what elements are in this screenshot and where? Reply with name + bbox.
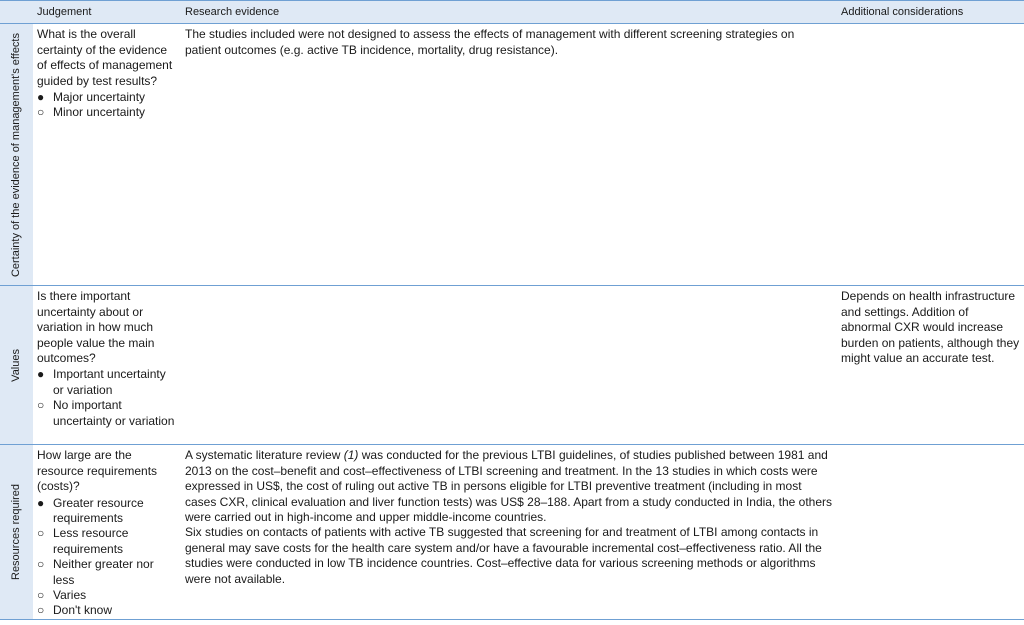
judgement-option	[37, 526, 177, 557]
radio-empty-icon: ○	[37, 557, 45, 572]
additional-considerations-cell: Depends on health infrastructure and settings. Addition of abnormal CXR would increase burden on patients, although they might value an accurate test.	[837, 286, 1024, 445]
table-row	[0, 286, 1024, 445]
judgement-option	[37, 105, 177, 120]
research-evidence-cell	[181, 445, 837, 619]
judgement-option	[37, 588, 177, 603]
row-label-resources: Resources required	[10, 484, 22, 581]
research-evidence-cell	[181, 24, 837, 286]
option-label: Important uncertainty or variation	[53, 367, 166, 397]
radio-selected-icon: ●	[37, 495, 45, 510]
radio-selected-icon: ●	[37, 90, 45, 105]
evidence-paragraph: The studies included were not designed to assess the effects of management with different screening strategies on patient outcomes (e.g. active TB incidence, mortality, drug resistance).	[185, 27, 795, 57]
radio-empty-icon: ○	[37, 526, 45, 541]
row-label-cell	[0, 445, 33, 619]
additional-considerations-cell	[837, 445, 1024, 619]
option-label: Don't know	[53, 603, 112, 618]
option-label: Major uncertainty	[53, 90, 146, 105]
judgement-question: What is the overall certainty of the evidence of effects of management guided by test results?	[37, 27, 173, 88]
evidence-text: was conducted for the previous LTBI guidelines, of studies published between 1981 and 2013 on the cost–benefit and cost–effectiveness of LTBI screening and treatment. In the 13 studies in which costs were expressed in US$, the cost of ruling out active TB in persons eligible for LTBI preventive treatment (including in most cases CXR, clinical evaluation and liver function tests) was US$ 28–188. Apart from a study conducted in India, the others were carried out in high-income and upper middle-income countries.	[185, 448, 833, 525]
judgement-question: Is there important uncertainty about or variation in how much people value the main outcomes?	[37, 289, 155, 366]
radio-empty-icon: ○	[37, 105, 45, 120]
table-header-row	[0, 1, 1024, 24]
table-row	[0, 24, 1024, 286]
row-label-values: Values	[10, 348, 22, 382]
header-judgement: Judgement	[33, 1, 181, 24]
option-label: No important uncertainty or variation	[53, 398, 175, 428]
radio-empty-icon: ○	[37, 603, 45, 618]
judgement-option	[37, 398, 177, 429]
table-row	[0, 445, 1024, 619]
radio-empty-icon: ○	[37, 398, 45, 413]
option-label: Neither greater nor less	[53, 557, 154, 587]
option-label: Less resource requirements	[53, 526, 129, 556]
header-corner	[0, 1, 33, 24]
judgement-option	[37, 603, 177, 618]
judgement-cell	[33, 286, 181, 445]
option-label: Greater resource requirements	[53, 495, 144, 526]
option-label: Varies	[53, 588, 87, 603]
additional-considerations-cell	[837, 24, 1024, 286]
row-label-cell	[0, 24, 33, 286]
evidence-paragraph	[185, 448, 833, 525]
radio-empty-icon: ○	[37, 588, 45, 603]
judgement-option	[37, 496, 177, 527]
research-evidence-cell	[181, 286, 837, 445]
judgement-cell	[33, 24, 181, 286]
evidence-text: A systematic literature review	[185, 448, 344, 463]
evidence-paragraph: Six studies on contacts of patients with active TB suggested that screening for and treatment of LTBI among contacts in general may save costs for the health care system and/or have a favourable incremental cost–effectiveness ratio. All the studies were conducted in low TB incidence countries. Cost–effective data for various screening methods or algorithms were not available.	[185, 525, 822, 586]
row-label-certainty: Certainty of the evidence of management's effects	[10, 32, 22, 277]
header-additional-considerations: Additional considerations	[837, 1, 1024, 24]
header-research-evidence: Research evidence	[181, 1, 837, 24]
judgement-question: How large are the resource requirements (costs)?	[37, 448, 158, 494]
judgement-option	[37, 90, 177, 105]
row-label-cell	[0, 286, 33, 445]
radio-selected-icon: ●	[37, 367, 45, 382]
judgement-cell	[33, 445, 181, 619]
citation-reference: (1)	[343, 448, 359, 463]
judgement-option	[37, 367, 177, 398]
option-label: Minor uncertainty	[53, 105, 146, 120]
judgement-option	[37, 557, 177, 588]
